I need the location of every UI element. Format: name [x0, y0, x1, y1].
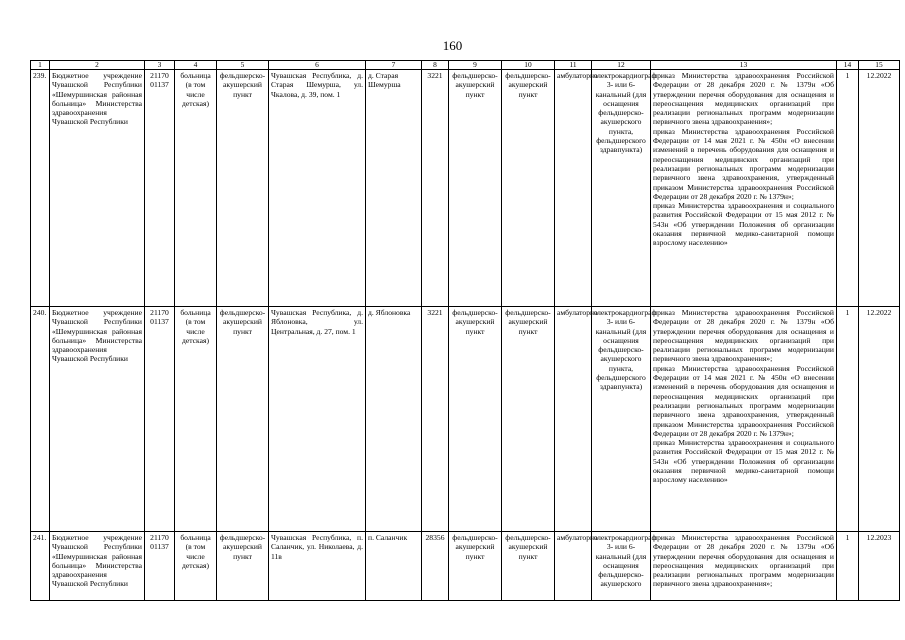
care-form: амбулаторно — [555, 70, 592, 307]
col-number-header: 11 — [555, 61, 592, 70]
unit-type: фельдшерско-акушерский пункт — [217, 532, 269, 601]
col-number-header: 9 — [449, 61, 502, 70]
legal-basis-item: приказ Министерства здравоохранения Российской Федерации от 14 мая 2021 г. № 450н «О внесении изменений в перечень оборудования для оснащения и переоснащения медицинских организаций при реализации региональных программ модернизации первичного звена здравоохранения, утвержденный приказом Министерства здравоохранения Российской Федерации от 28 декабря 2020 г. № 1379н»; — [653, 126, 834, 201]
organization-name: Бюджетное учреждение Чувашской Республики «Шемуршинская районная больница» Министерства здравоохранения Чувашской Республики — [50, 307, 145, 532]
col-number-header: 4 — [175, 61, 217, 70]
population: 3221 — [422, 70, 449, 307]
address: Чувашская Республика, п. Саланчик, ул. Николаева, д. 11в — [269, 532, 366, 601]
population: 28356 — [422, 532, 449, 601]
legal-basis — [651, 307, 837, 532]
deadline: 12.2023 — [859, 532, 900, 601]
col-number-header: 15 — [859, 61, 900, 70]
organization-code: 21170 01137 — [145, 532, 175, 601]
col-number-header: 14 — [837, 61, 859, 70]
table-row — [31, 532, 900, 601]
col-number-header: 1 — [31, 61, 50, 70]
organization-type: больница (в том числе детская) — [175, 70, 217, 307]
equipment: электрокардиограф 3- или 6-канальный (для оснащения фельдшерско-акушерского пункта, фельдшерского здравпункта) — [592, 307, 651, 532]
deadline: 12.2022 — [859, 307, 900, 532]
col-number-header: 2 — [50, 61, 145, 70]
col-number-header: 13 — [651, 61, 837, 70]
legal-basis — [651, 70, 837, 307]
organization-type: больница (в том числе детская) — [175, 532, 217, 601]
legal-basis-item: приказ Министерства здравоохранения Российской Федерации от 28 декабря 2020 г. № 1379н «Об утверждении перечня оборудования для оснащения и переоснащения медицинских организаций при реализации региональных программ модернизации первичного звена здравоохранения»; — [653, 533, 834, 589]
address: Чувашская Республика, д. Яблоновка, ул. Центральная, д. 27, пом. 1 — [269, 307, 366, 532]
row-number: 241. — [31, 532, 50, 601]
organization-type: больница (в том числе детская) — [175, 307, 217, 532]
col-number-header: 7 — [366, 61, 422, 70]
legal-basis-item: приказ Министерства здравоохранения Российской Федерации от 14 мая 2021 г. № 450н «О внесении изменений в перечень оборудования для оснащения и переоснащения медицинских организаций при реализации региональных программ модернизации первичного звена здравоохранения, утвержденный приказом Министерства здравоохранения Российской Федерации от 28 декабря 2020 г. № 1379н»; — [653, 363, 834, 438]
organization-name: Бюджетное учреждение Чувашской Республики «Шемуршинская районная больница» Министерства здравоохранения Чувашской Республики — [50, 532, 145, 601]
unit-type: фельдшерско-акушерский пункт — [217, 70, 269, 307]
equipment: электрокардиограф 3- или 6-канальный (для оснащения фельдшерско-акушерского — [592, 532, 651, 601]
quantity: 1 — [837, 532, 859, 601]
address: Чувашская Республика, д. Старая Шемурша, ул. Чкалова, д. 39, пом. 1 — [269, 70, 366, 307]
organization-code: 21170 01137 — [145, 307, 175, 532]
row-number: 239. — [31, 70, 50, 307]
column-9: фельдшерско-акушерский пункт — [449, 307, 502, 532]
population: 3221 — [422, 307, 449, 532]
deadline: 12.2022 — [859, 70, 900, 307]
col-number-header: 8 — [422, 61, 449, 70]
locality: д. Яблоновка — [366, 307, 422, 532]
col-number-header: 5 — [217, 61, 269, 70]
col-number-header: 12 — [592, 61, 651, 70]
column-9: фельдшерско-акушерский пункт — [449, 532, 502, 601]
register-table — [30, 60, 900, 601]
locality: д. Старая Шемурша — [366, 70, 422, 307]
legal-basis — [651, 532, 837, 601]
col-number-header: 3 — [145, 61, 175, 70]
care-form: амбулаторно — [555, 307, 592, 532]
organization-name: Бюджетное учреждение Чувашской Республики «Шемуршинская районная больница» Министерства здравоохранения Чувашской Республики — [50, 70, 145, 307]
row-number: 240. — [31, 307, 50, 532]
table-row — [31, 70, 900, 307]
legal-basis-item: приказ Министерства здравоохранения Российской Федерации от 28 декабря 2020 г. № 1379н «Об утверждении перечня оборудования для оснащения и переоснащения медицинских организаций при реализации региональных программ модернизации первичного звена здравоохранения»; — [653, 308, 834, 364]
legal-basis-item: приказ Министерства здравоохранения Российской Федерации от 28 декабря 2020 г. № 1379н «Об утверждении перечня оборудования для оснащения и переоснащения медицинских организаций при реализации региональных программ модернизации первичного звена здравоохранения»; — [653, 71, 834, 127]
legal-basis-item: приказ Министерства здравоохранения и социального развития Российской Федерации от 15 мая 2012 г. № 543н «Об утверждении Положения об организации оказания первичной медико-санитарной помощи взрослому населению» — [653, 438, 834, 485]
organization-code: 21170 01137 — [145, 70, 175, 307]
column-10: фельдшерско-акушерский пункт — [502, 307, 555, 532]
column-number-row — [31, 61, 900, 70]
table-row — [31, 307, 900, 532]
quantity: 1 — [837, 70, 859, 307]
equipment: электрокардиограф 3- или 6-канальный (для оснащения фельдшерско-акушерского пункта, фельдшерского здравпункта) — [592, 70, 651, 307]
column-10: фельдшерско-акушерский пункт — [502, 70, 555, 307]
col-number-header: 6 — [269, 61, 366, 70]
unit-type: фельдшерско-акушерский пункт — [217, 307, 269, 532]
col-number-header: 10 — [502, 61, 555, 70]
care-form: амбулаторно — [555, 532, 592, 601]
column-9: фельдшерско-акушерский пункт — [449, 70, 502, 307]
locality: п. Саланчик — [366, 532, 422, 601]
page-number: 160 — [442, 38, 463, 53]
column-10: фельдшерско-акушерский пункт — [502, 532, 555, 601]
legal-basis-item: приказ Министерства здравоохранения и социального развития Российской Федерации от 15 мая 2012 г. № 543н «Об утверждении Положения об организации оказания первичной медико-санитарной помощи взрослому населению» — [653, 201, 834, 248]
quantity: 1 — [837, 307, 859, 532]
